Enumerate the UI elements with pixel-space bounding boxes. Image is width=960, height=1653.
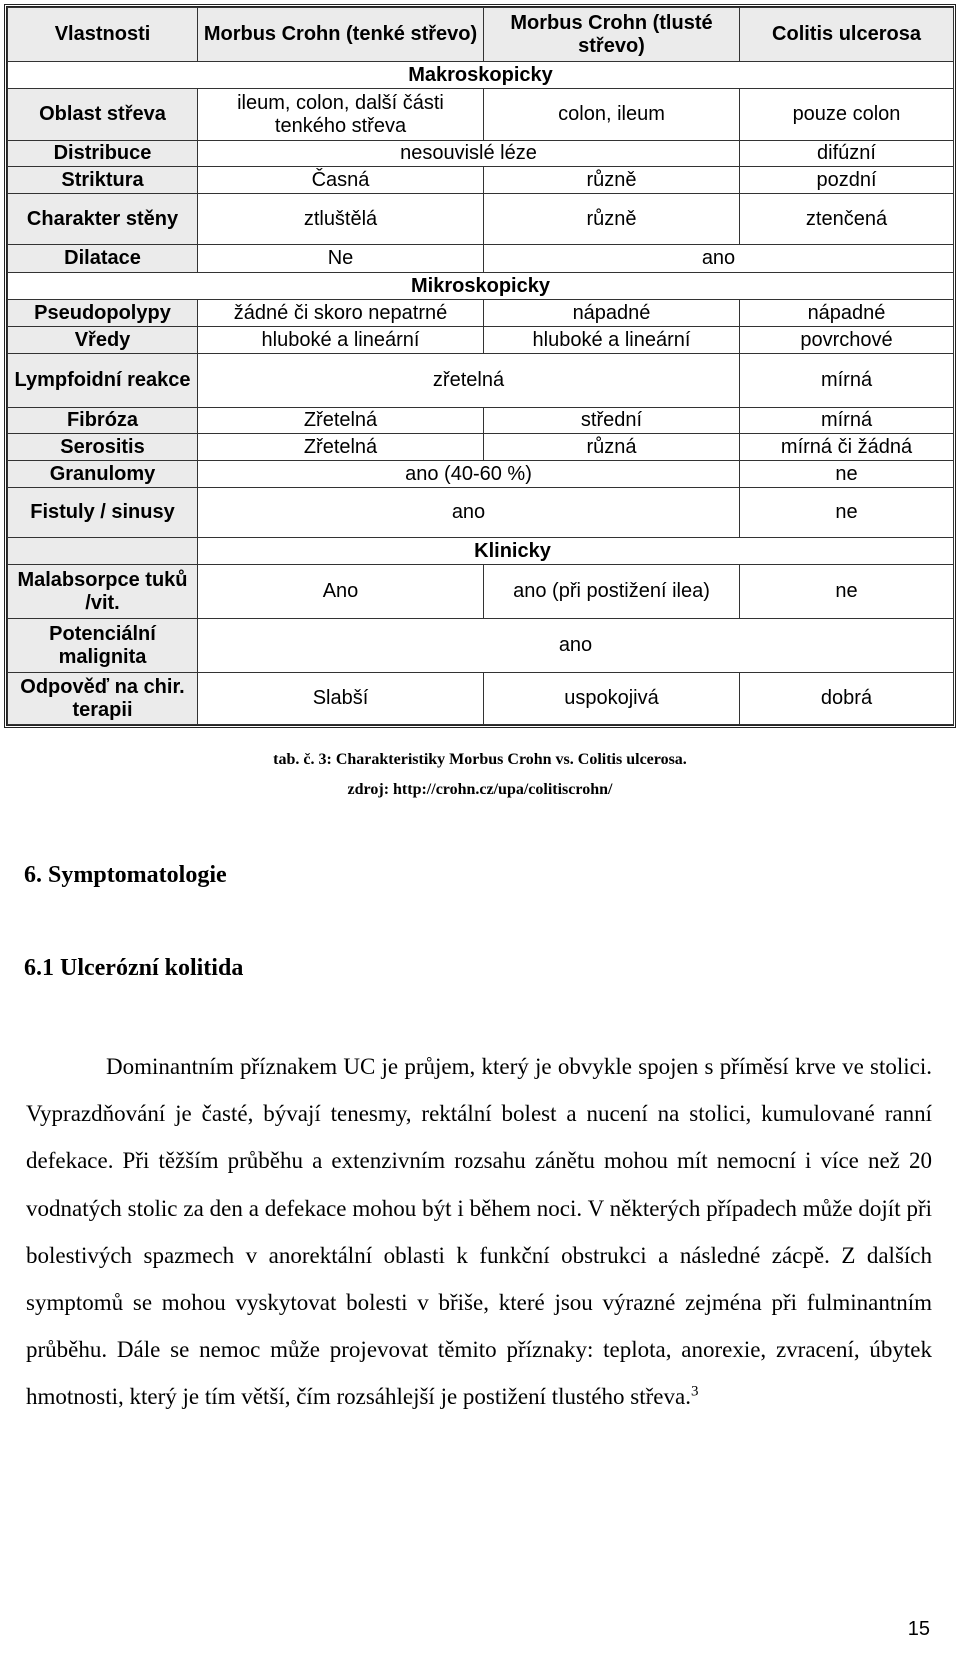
row-label: Granulomy [8,461,198,488]
header-properties: Vlastnosti [8,8,198,62]
section-microscopic: Mikroskopicky [8,273,954,300]
table-row [8,434,954,461]
row-label: Malabsorpce tuků /vit. [8,565,198,619]
row-label: Distribuce [8,141,198,167]
cell: Zřetelná [198,408,484,434]
row-label: Lympfoidní reakce [8,354,198,408]
table-row [8,194,954,245]
cell: střední [484,408,740,434]
cell: nesouvislé léze [198,141,740,167]
table-header-row [8,8,954,62]
row-label: Serositis [8,434,198,461]
row-label: Pseudopolypy [8,300,198,327]
spacer-cell [8,538,198,565]
cell: ztenčená [740,194,954,245]
row-label: Potenciální malignita [8,619,198,673]
section-clinical: Klinicky [198,538,954,565]
row-label: Oblast střeva [8,89,198,141]
cell: mírná [740,408,954,434]
cell: Slabší [198,673,484,725]
cell: ne [740,565,954,619]
cell: různě [484,194,740,245]
cell: pouze colon [740,89,954,141]
cell: difúzní [740,141,954,167]
cell: hluboké a lineární [484,327,740,354]
header-crohn-small-intestine: Morbus Crohn (tenké střevo) [198,8,484,62]
cell: ne [740,488,954,538]
cell: ileum, colon, další části tenkého střeva [198,89,484,141]
cell: Ne [198,245,484,273]
row-label: Fibróza [8,408,198,434]
table-row [8,167,954,194]
row-label: Striktura [8,167,198,194]
cell: dobrá [740,673,954,725]
cell: různá [484,434,740,461]
row-label: Charakter stěny [8,194,198,245]
comparison-table [7,7,954,725]
section-macroscopic: Makroskopicky [8,62,954,89]
header-colitis-ulcerosa: Colitis ulcerosa [740,8,954,62]
cell: žádné či skoro nepatrné [198,300,484,327]
row-label: Dilatace [8,245,198,273]
table-row [8,354,954,408]
cell: ano [484,245,954,273]
cell: ne [740,461,954,488]
section-heading: 6. Symptomatologie [24,862,227,888]
cell: mírná či žádná [740,434,954,461]
row-label: Odpověď na chir. terapii [8,673,198,725]
table-row [8,89,954,141]
table-row [8,488,954,538]
cell: pozdní [740,167,954,194]
row-label: Fistuly / sinusy [8,488,198,538]
table-source: zdroj: http://crohn.cz/upa/colitiscrohn/ [347,781,613,798]
cell: colon, ileum [484,89,740,141]
cell: různě [484,167,740,194]
cell: ano [198,488,740,538]
table-row [8,245,954,273]
cell: uspokojivá [484,673,740,725]
cell: Zřetelná [198,434,484,461]
cell: ano (40-60 %) [198,461,740,488]
table-row [8,461,954,488]
cell: hluboké a lineární [198,327,484,354]
cell: povrchové [740,327,954,354]
subsection-heading: 6.1 Ulcerózní kolitida [24,955,244,981]
cell: ztluštělá [198,194,484,245]
section-row-macro [8,62,954,89]
table-row [8,619,954,673]
row-label: Vředy [8,327,198,354]
paragraph-text: Dominantním příznakem UC je průjem, který je obvykle spojen s příměsí krve ve stolici. Vyprazdňování je časté, bývají tenesmy, rektální bolest a nucení na stolici, kumulované ranní defekace. Při těžším průběhu a extenzivním rozsahu zánětu mohou mít nemocní i více než 20 vodnatých stolic za den a defekace mohou být i během noci. V některých případech může dojít při bolestivých spazmech v anorektální oblasti k funkční obstrukci a následné zácpě. Z dalších symptomů se mohou vyskytovat bolesti v břiše, které jsou výrazné zejména při fulminantním průběhu. Dále se nemoc může projevovat těmito příznaky: teplota, anorexie, zvracení, úbytek hmotnosti, který je tím větší, čím rozsáhlejší je postižení tlustého střeva. [26,1054,932,1410]
table-row [8,673,954,725]
cell: nápadné [484,300,740,327]
table-row [8,327,954,354]
footnote-reference: 3 [690,1383,699,1400]
header-crohn-large-intestine: Morbus Crohn (tlusté střevo) [484,8,740,62]
cell: Ano [198,565,484,619]
page-number: 15 [907,1618,930,1640]
section-row-micro [8,273,954,300]
cell: zřetelná [198,354,740,408]
cell: ano [198,619,954,673]
cell: mírná [740,354,954,408]
table-row [8,408,954,434]
body-paragraph [26,1043,932,1421]
table-row [8,141,954,167]
cell: Časná [198,167,484,194]
cell: ano (při postižení ilea) [484,565,740,619]
table-caption: tab. č. 3: Charakteristiky Morbus Crohn vs. Colitis ulcerosa. [273,751,687,768]
section-row-clinical [8,538,954,565]
table-row [8,565,954,619]
cell: nápadné [740,300,954,327]
comparison-table-frame [4,4,956,728]
table-row [8,300,954,327]
